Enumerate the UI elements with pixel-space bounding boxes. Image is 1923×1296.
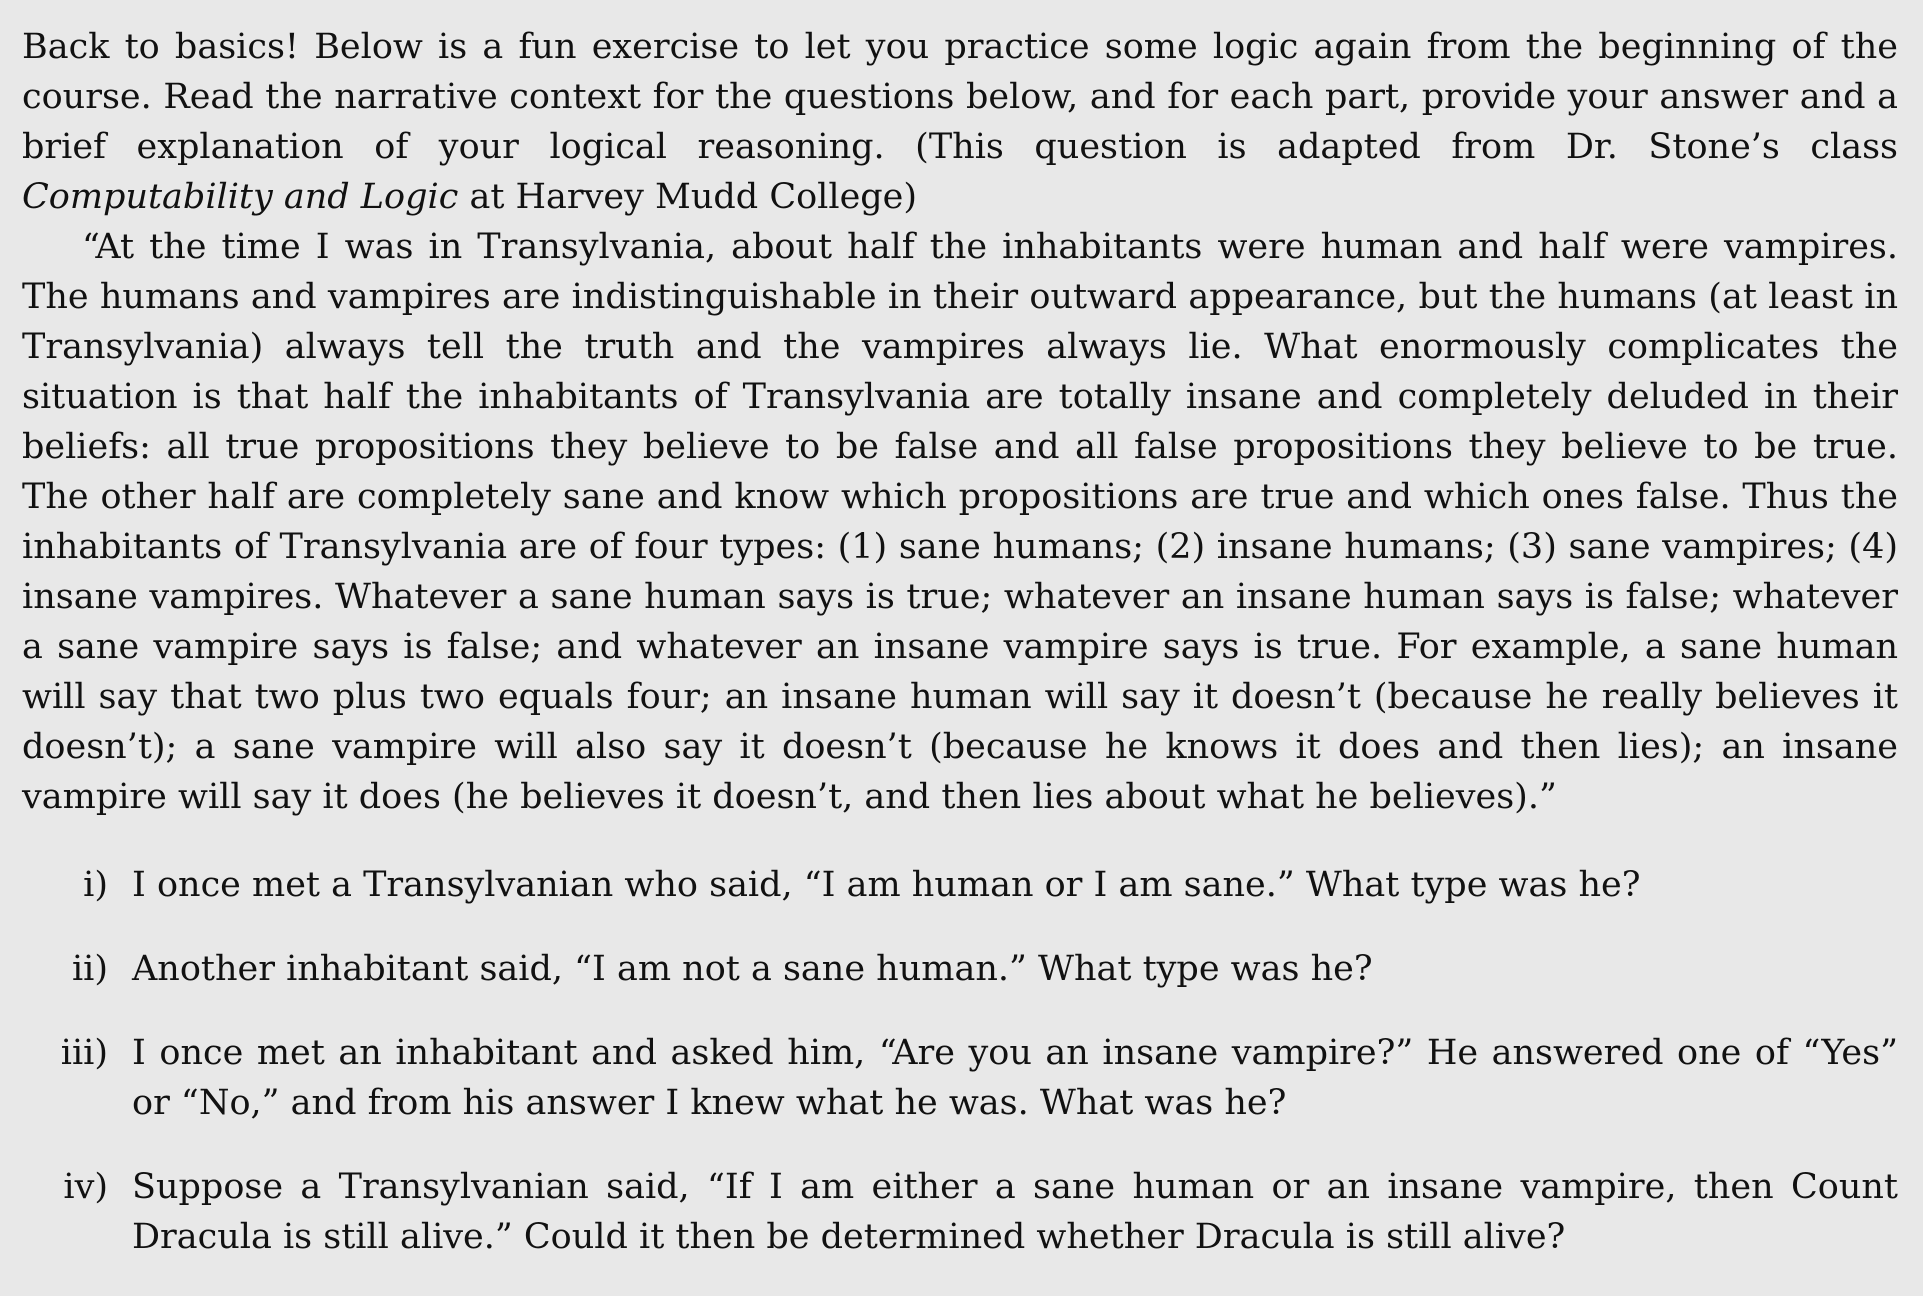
question-number: ii) (71, 949, 108, 989)
question-item (22, 860, 1898, 910)
question-text: I once met a Transylvanian who said, “I am human or I am sane.” What type was he? (132, 865, 1641, 905)
question-list (22, 860, 1898, 1262)
question-item (22, 1028, 1898, 1128)
intro-paragraph (22, 22, 1898, 222)
question-text: Another inhabitant said, “I am not a sane human.” What type was he? (132, 949, 1373, 989)
document (22, 22, 1898, 1296)
intro-text: Back to basics! Below is a fun exercise to let you practice some logic again from the beginning of the course. Read the narrative context for the questions below, and for each part, provide your answer and a brief explanation of your logical reasoning. (This question is adapted from Dr. Stone’s class (22, 27, 1898, 167)
narrative-paragraph: “At the time I was in Transylvania, about half the inhabitants were human and half were vampires. The humans and vampires are indistinguishable in their outward appearance, but the humans (at least in Transylvania) always tell the truth and the vampires always lie. What enormously complicates the situation is that half the inhabitants of Transylvania are totally insane and completely deluded in their beliefs: all true propositions they believe to be false and all false propositions they believe to be true. The other half are completely sane and know which propositions are true and which ones false. Thus the inhabitants of Transylvania are of four types: (1) sane humans; (2) insane humans; (3) sane vampires; (4) insane vampires. Whatever a sane human says is true; whatever an insane human says is false; whatever a sane vampire says is false; and whatever an insane vampire says is true. For example, a sane human will say that two plus two equals four; an insane human will say it doesn’t (because he really believes it doesn’t); a sane vampire will also say it doesn’t (because he knows it does and then lies); an insane vampire will say it does (he believes it doesn’t, and then lies about what he believes).” (22, 227, 1898, 817)
question-text: Suppose a Transylvanian said, “If I am either a sane human or an insane vampire, then Count Dracula is still alive.” Could it then be determined whether Dracula is still alive? (132, 1167, 1898, 1257)
question-number: iii) (60, 1033, 108, 1073)
question-item (22, 944, 1898, 994)
question-number: iv) (63, 1167, 108, 1207)
question-text: I once met an inhabitant and asked him, “Are you an insane vampire?” He answered one of “Yes” or “No,” and from his answer I knew what he was. What was he? (132, 1033, 1898, 1123)
course-title: Computability and Logic (22, 177, 459, 217)
question-number: i) (83, 865, 108, 905)
question-item (22, 1162, 1898, 1262)
intro-text-end: at Harvey Mudd College) (458, 177, 918, 217)
